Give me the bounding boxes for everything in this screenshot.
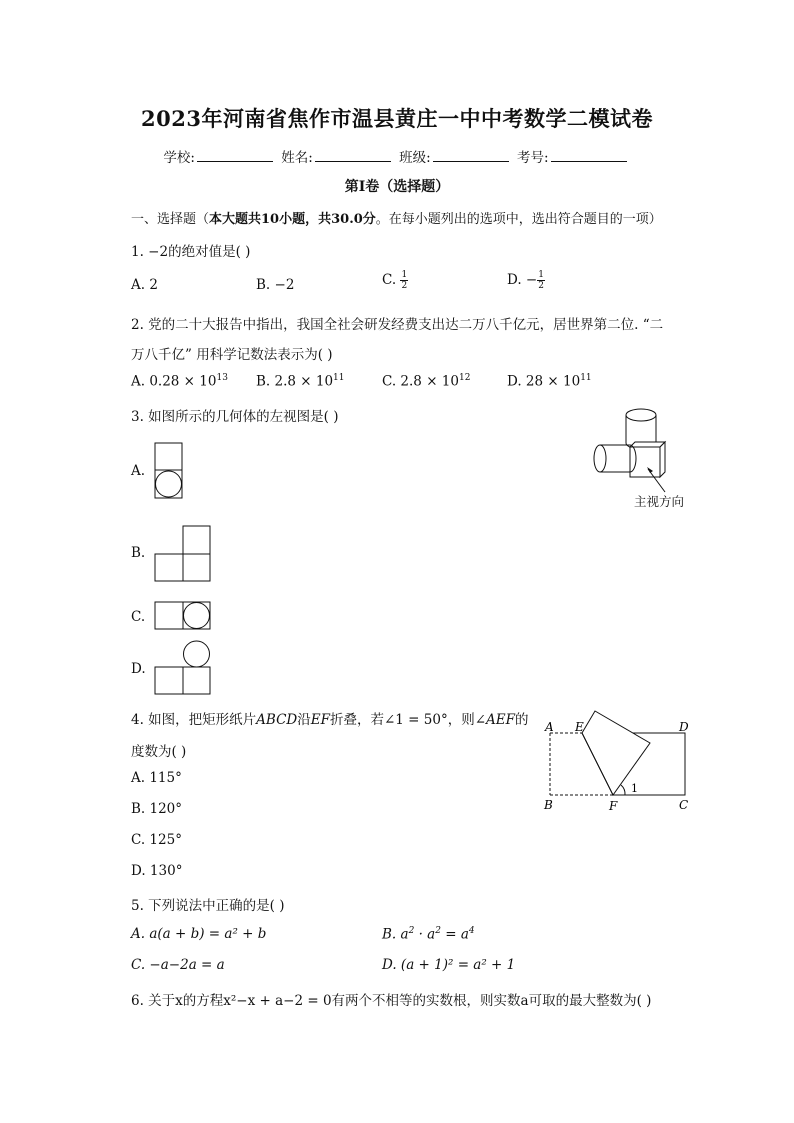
q2-option-b: B. $2.8 \times 10^{11}$ [256, 373, 345, 390]
name-blank [315, 149, 391, 162]
section-head: 一、选择题（ [131, 212, 210, 227]
q3-option-a-view [154, 442, 184, 500]
section-tail: 。在每小题列出的选项中，选出符合题目的一项） [375, 212, 662, 227]
question-5-text: 5. 下列说法中正确的是( ) [131, 898, 285, 914]
q3-option-a-label: A. [131, 463, 146, 479]
question-4-line2: 度数为( ) [131, 744, 187, 760]
q1-option-c [382, 270, 408, 291]
q3-option-d-label: D. [131, 661, 146, 677]
q1-option-a: A. 2 [131, 277, 158, 293]
q4-option-d: D. 130° [131, 863, 183, 879]
q5-option-c: C. −a−2a = a [131, 957, 225, 973]
q3-option-c-label: C. [131, 609, 146, 625]
school-label: 学校: [163, 150, 195, 166]
question-1-text: 1. −2的绝对值是( ) [131, 244, 251, 260]
page-title: 2023年河南省焦作市温县黄庄一中中考数学二模试卷 [141, 106, 653, 131]
q3-option-c-view [154, 601, 212, 631]
q1-option-c-fraction: $\frac{1}{2}$ [401, 270, 408, 291]
question-2-line2: 万八千亿” 用科学记数法表示为( ) [131, 347, 333, 363]
class-label: 班级: [399, 150, 431, 166]
q4-label-b: B [544, 798, 553, 812]
q4-label-f: F [609, 799, 618, 813]
volume-heading: 第Ⅰ卷（选择题） [344, 179, 450, 195]
q4-label-e: E [575, 720, 584, 734]
q5-option-a: A. a(a + b) = a² + b [131, 926, 267, 942]
exam-no-label: 考号: [517, 150, 549, 166]
q3-option-b-label: B. [131, 545, 146, 561]
q4-option-c: C. 125° [131, 832, 182, 848]
question-3-text: 3. 如图所示的几何体的左视图是( ) [131, 409, 339, 425]
q5-option-b: B. $a^2 \cdot a^2 = a^4$ [382, 926, 475, 943]
q3-figure-caption: 主视方向 [634, 494, 685, 509]
q2-option-c: C. $2.8 \times 10^{12}$ [382, 373, 471, 390]
question-2-line1: 2. 党的二十大报告中指出，我国全社会研发经费支出达二万八千亿元，居世界第二位. “二 [131, 317, 664, 333]
section-heading [131, 208, 662, 227]
q1-option-d-label: D. − [507, 272, 538, 288]
student-info-row [0, 146, 794, 166]
q1-option-d [507, 270, 545, 291]
question-6-text: 6. 关于x的方程x²−x + a−2 = 0有两个不相等的实数根，则实数a可取的最大整数为( ) [131, 993, 652, 1009]
question-4-line1: 4. 如图，把矩形纸片ABCD沿EF折叠，若∠1 = 50°，则∠AEF的 [131, 712, 529, 728]
q1-option-c-label: C. [382, 272, 401, 288]
q4-option-a: A. 115° [131, 770, 182, 786]
q3-option-d-view [154, 640, 212, 696]
q3-option-b-view [154, 525, 212, 583]
q4-angle-1-label: 1 [631, 782, 638, 795]
q2-option-d: D. $28 \times 10^{11}$ [507, 373, 592, 390]
q4-folded-rectangle-figure [535, 708, 700, 818]
q2-option-a: A. $0.28 \times 10^{13}$ [131, 373, 228, 390]
q1-option-b: B. −2 [256, 277, 295, 293]
school-blank [197, 149, 273, 162]
q1-option-d-fraction: $\frac{1}{2}$ [538, 270, 544, 291]
q4-label-d: D [679, 720, 689, 734]
q4-option-b: B. 120° [131, 801, 183, 817]
q4-label-a: A [545, 720, 554, 734]
class-blank [433, 149, 509, 162]
q4-label-c: C [679, 798, 689, 812]
name-label: 姓名: [281, 150, 313, 166]
section-bold: 本大题共10小题，共30.0分 [209, 212, 376, 227]
exam-no-blank [551, 149, 627, 162]
q5-option-d: D. (a + 1)² = a² + 1 [382, 957, 516, 973]
